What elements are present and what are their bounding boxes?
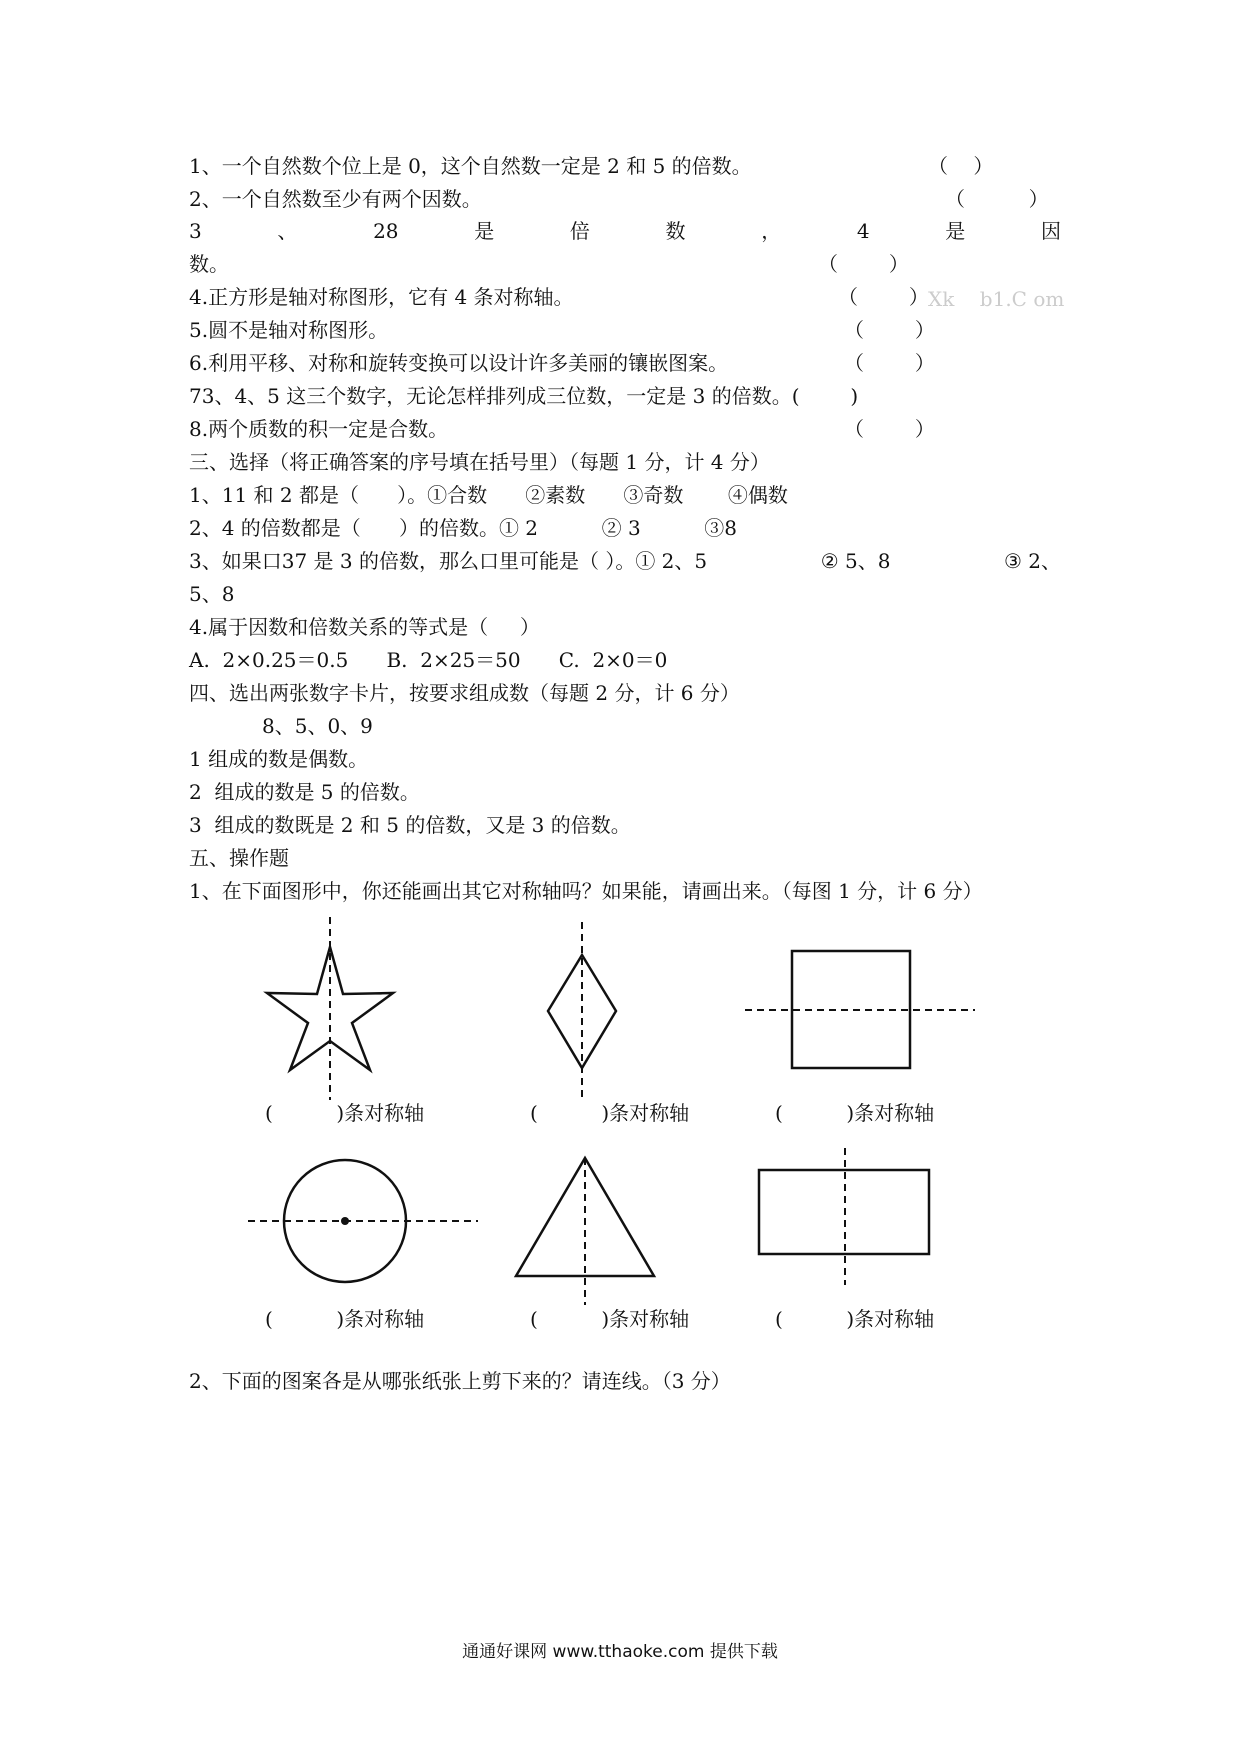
- judge-q5: 5.圆不是轴对称图形。: [189, 318, 389, 342]
- choice-q1: 1、11 和 2 都是（ ）。①合数 ②素数 ③奇数 ④偶数: [189, 483, 788, 507]
- judge-q8-answer-blank[interactable]: （ ）: [844, 417, 935, 441]
- judge-q3-part: 3: [189, 219, 202, 243]
- choice-q3-continuation: 5、8: [189, 582, 235, 606]
- cards-digits: 8、5、0、9: [262, 714, 373, 738]
- rectangle-figure: [759, 1148, 929, 1285]
- judge-q3-part: 数: [665, 219, 686, 243]
- judge-q6: 6.利用平移、对称和旋转变换可以设计许多美丽的镶嵌图案。: [189, 351, 729, 375]
- judge-q3-part: 是: [945, 219, 966, 243]
- cards-q3: 3 组成的数既是 2 和 5 的倍数，又是 3 的倍数。: [189, 813, 631, 837]
- star-caption[interactable]: ( )条对称轴: [265, 1101, 425, 1125]
- rhombus-figure: [548, 922, 616, 1100]
- judge-q3-part: 、: [277, 219, 298, 243]
- page-footer: 通通好课网 www.tthaoke.com 提供下载: [462, 1642, 778, 1662]
- judge-q3-part: 因: [1040, 219, 1061, 243]
- square-figure: [745, 951, 975, 1068]
- operation-heading: 五、操作题: [189, 846, 289, 870]
- watermark-text: Xk b1.C om: [928, 287, 1065, 311]
- choice-q2: 2、4 的倍数都是（ ）的倍数。① 2 ② 3 ③8: [189, 516, 737, 540]
- choice-q3-part: ② 5、8: [820, 549, 891, 573]
- judge-q3-part: 倍: [569, 219, 590, 243]
- rhombus-caption[interactable]: ( )条对称轴: [530, 1101, 690, 1125]
- triangle-figure: [516, 1158, 654, 1305]
- judge-q2: 2、一个自然数至少有两个因数。: [189, 187, 482, 211]
- operation-q1: 1、在下面图形中，你还能画出其它对称轴吗？如果能，请画出来。（每图 1 分，计 6 分）: [189, 879, 983, 903]
- judge-q3-answer-blank[interactable]: （ ）: [818, 252, 909, 276]
- cards-q2: 2 组成的数是 5 的倍数。: [189, 780, 420, 804]
- judge-q4: 4.正方形是轴对称图形，它有 4 条对称轴。: [189, 285, 574, 309]
- circle-caption[interactable]: ( )条对称轴: [265, 1307, 425, 1331]
- judge-q1: 1、一个自然数个位上是 0，这个自然数一定是 2 和 5 的倍数。: [189, 154, 752, 178]
- circle-figure: [248, 1160, 478, 1282]
- judge-q3-part: 4: [856, 219, 870, 243]
- choice-q3-part: ③ 2、: [1003, 549, 1061, 573]
- judge-q3-part: 28: [373, 219, 399, 243]
- judge-q3-part: 是: [474, 219, 495, 243]
- star-figure: [267, 917, 393, 1100]
- choice-q4: 4.属于因数和倍数关系的等式是（ ）: [189, 615, 540, 639]
- square-caption[interactable]: ( )条对称轴: [775, 1101, 935, 1125]
- choice-heading: 三、选择（将正确答案的序号填在括号里）（每题 1 分，计 4 分）: [189, 450, 770, 474]
- judge-q5-answer-blank[interactable]: （ ）: [844, 318, 935, 342]
- judge-q6-answer-blank[interactable]: （ ）: [844, 351, 935, 375]
- rectangle-caption[interactable]: ( )条对称轴: [775, 1307, 935, 1331]
- choice-q4-options: A. 2×0.25＝0.5 B. 2×25＝50 C. 2×0＝0: [189, 648, 668, 672]
- choice-q3-part: 3、如果口37 是 3 的倍数，那么口里可能是（ ）。① 2、5: [189, 549, 708, 573]
- judge-q3-part: ，: [761, 219, 782, 243]
- judge-q1-answer-blank[interactable]: （ ）: [928, 154, 994, 178]
- triangle-caption[interactable]: ( )条对称轴: [530, 1307, 690, 1331]
- judge-q2-answer-blank[interactable]: （ ）: [945, 187, 1049, 211]
- cards-heading: 四、选出两张数字卡片，按要求组成数（每题 2 分，计 6 分）: [189, 681, 740, 705]
- operation-q2: 2、下面的图案各是从哪张纸张上剪下来的？请连线。（3 分）: [189, 1369, 731, 1393]
- cards-q1: 1 组成的数是偶数。: [189, 747, 369, 771]
- judge-q7: 73、4、5 这三个数字，无论怎样排列成三位数，一定是 3 的倍数。( ): [189, 384, 859, 408]
- judge-q4-answer-blank[interactable]: （ ）: [838, 285, 929, 309]
- judge-q3-continuation: 数。: [189, 252, 229, 276]
- judge-q8: 8.两个质数的积一定是合数。: [189, 417, 449, 441]
